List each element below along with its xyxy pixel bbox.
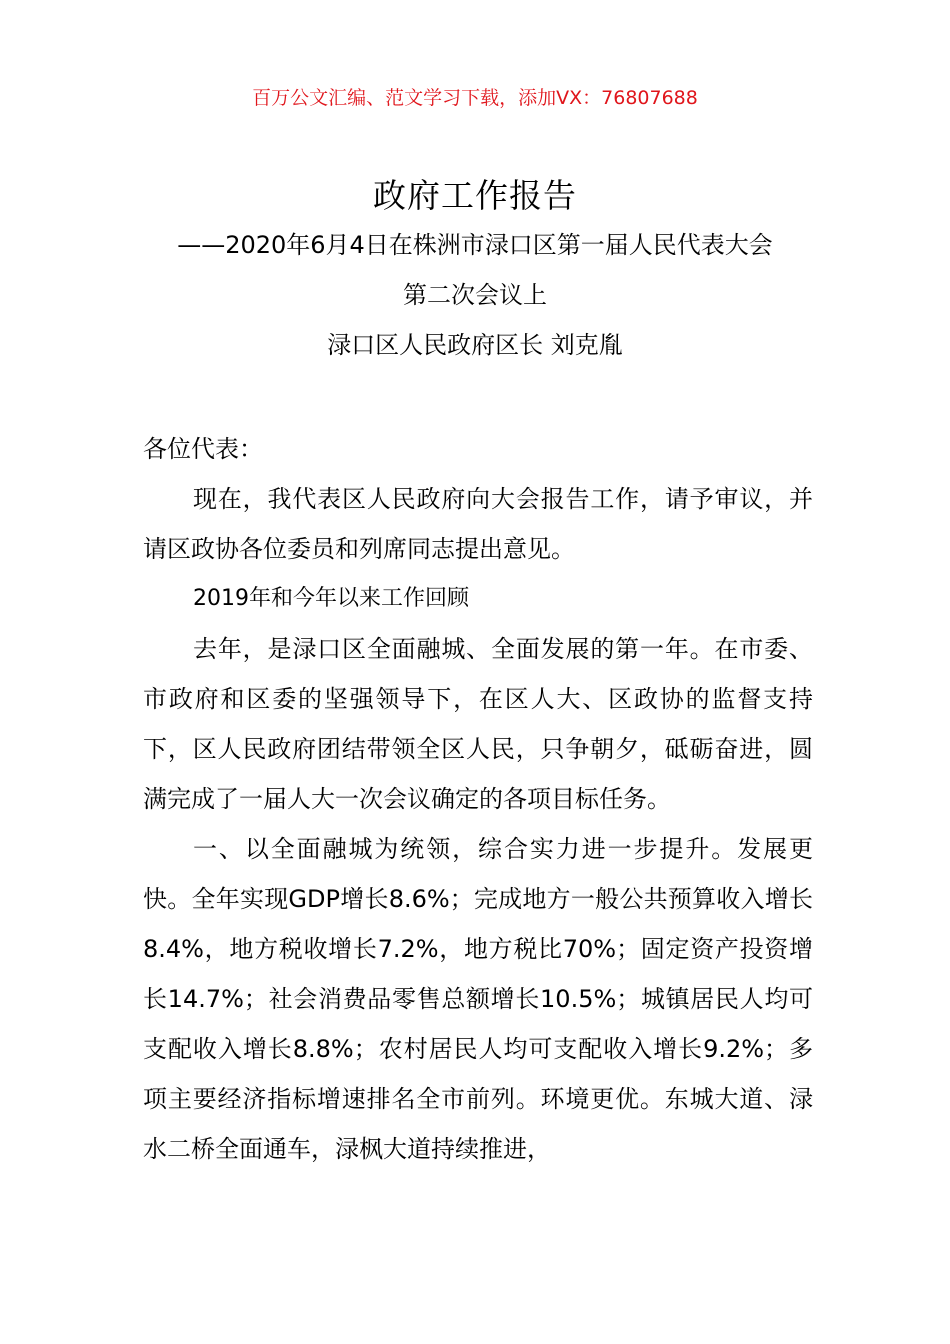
salutation: 各位代表： — [143, 435, 263, 463]
paragraph-review: 去年，是渌口区全面融城、全面发展的第一年。在市委、市政府和区委的坚强领导下，在区人大、区政协的监督支持下，区人民政府团结带领全区人民，只争朝夕，砥砺奋进，圆满完成了一届人大一次会议确定的各项目标任务。 — [143, 635, 813, 813]
document-subtitle-line2: 第二次会议上 — [403, 281, 547, 309]
document-subtitle-line1: ——2020年6月4日在株洲市渌口区第一届人民代表大会 — [177, 231, 773, 259]
section-heading: 2019年和今年以来工作回顾 — [193, 586, 469, 611]
document-author-line: 渌口区人民政府区长 刘克胤 — [327, 331, 623, 359]
document-title: 政府工作报告 — [373, 176, 577, 215]
paragraph-section-one: 一、以全面融城为统领，综合实力进一步提升。发展更快。全年实现GDP增长8.6%；完成地方一般公共预算收入增长8.4%，地方税收增长7.2%，地方税比70%；固定资产投资增长14.7%；社会消费品零售总额增长10.5%；城镇居民人均可支配收入增长8.8%；农村居民人均可支配收入增长9.2%；多项主要经济指标增速排名全市前列。环境更优。东城大道、渌水二桥全面通车，渌枫大道持续推进， — [143, 835, 813, 1163]
watermark-banner: 百万公文汇编、范文学习下载，添加VX：76807688 — [252, 87, 698, 109]
paragraph-intro: 现在，我代表区人民政府向大会报告工作，请予审议，并请区政协各位委员和列席同志提出意见。 — [143, 485, 813, 563]
document-body — [143, 424, 813, 1174]
